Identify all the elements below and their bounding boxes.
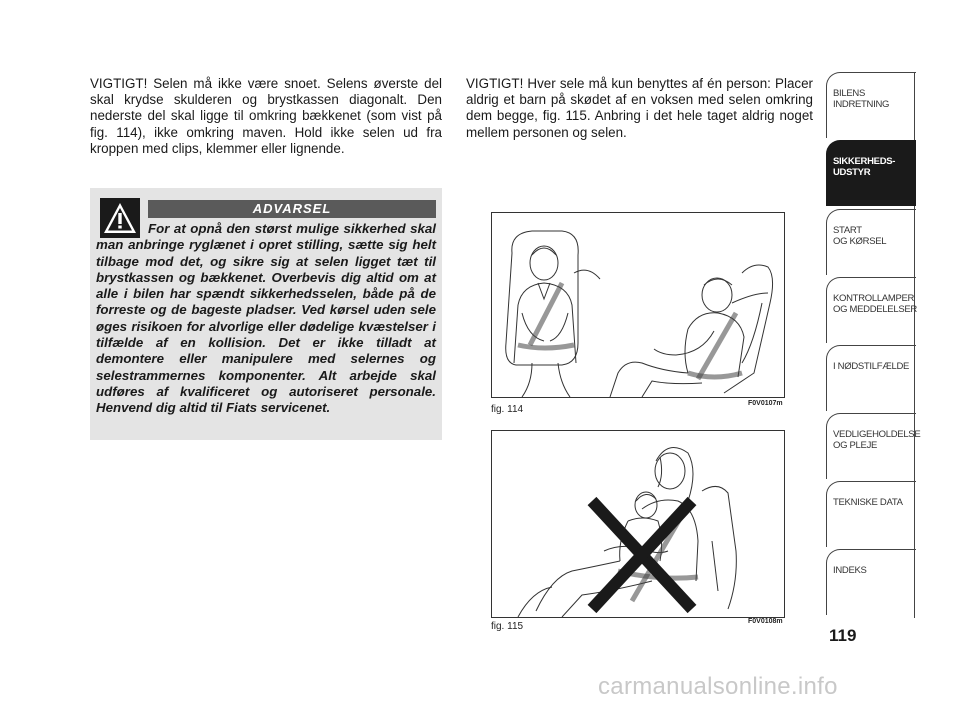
tab-label-line: SIKKERHEDS- xyxy=(833,156,896,167)
tab-label-line: OG PLEJE xyxy=(833,440,878,451)
tab-indeks[interactable] xyxy=(826,549,916,615)
figure-115-illustration xyxy=(491,430,785,618)
figure-114-code: F0V0107m xyxy=(748,400,783,407)
tab-bilens-indretning[interactable] xyxy=(826,72,916,138)
tab-start-og-korsel[interactable] xyxy=(826,209,916,275)
tab-label-line: START xyxy=(833,225,862,236)
figure-114-illustration xyxy=(491,212,785,398)
tab-label-line: OG MEDDELELSER xyxy=(833,304,917,315)
tab-label-line: INDRETNING xyxy=(833,99,890,110)
tab-label-line: VEDLIGEHOLDELSE xyxy=(833,429,921,440)
tab-i-nodstilfaelde[interactable] xyxy=(826,345,916,411)
tab-label-line: INDEKS xyxy=(833,565,867,576)
tab-label-line: OG KØRSEL xyxy=(833,236,887,247)
figure-115-code: F0V0108m xyxy=(748,618,783,625)
warning-box xyxy=(90,188,442,440)
tab-kontrollamper[interactable] xyxy=(826,277,916,343)
tab-tekniske-data[interactable] xyxy=(826,481,916,547)
tab-sikkerhedsudstyr[interactable] xyxy=(826,140,916,206)
tab-label-line: UDSTYR xyxy=(833,167,871,178)
figure-114-label: fig. 114 xyxy=(491,404,524,415)
intro-paragraph-left: VIGTIGT! Selen må ikke være snoet. Selens øverste del skal krydse skulderen og brystkassen diagonalt. Den nederste del skal ligge til omkring bækkenet (som vist på fig. 114), ikke omkring maven. Hold ikke selen ud fra kroppen med clips, klemmer eller lignende. xyxy=(90,76,442,156)
figure-115-label: fig. 115 xyxy=(491,621,524,632)
tab-label-line: KONTROLLAMPER xyxy=(833,293,915,304)
site-watermark: carmanualsonline.info xyxy=(598,673,838,700)
tab-vedligeholdelse[interactable] xyxy=(826,413,921,479)
tab-label-line: BILENS xyxy=(833,88,865,99)
tab-label-line: I NØDSTILFÆLDE xyxy=(833,361,910,372)
warning-header: ADVARSEL xyxy=(148,200,436,218)
intro-paragraph-right: VIGTIGT! Hver sele må kun benyttes af én person: Placer aldrig et barn på skødet af en voksen med selen omkring dem begge, fig. 115. Anbring i det hele taget aldrig noget mellem personen og selen. xyxy=(466,76,813,140)
warning-text: For at opnå den størst mulige sikkerhed skal man anbringe ryglænet i opret stilling, sætte sig helt tilbage mod det, og sikre sig at selen ligget tæt til brystkassen og bækkenet. Overbevis dig altid om at alle i bilen har spændt sikkerhedsselen, både på de forreste og de bageste pladser. Ved kørsel uden sele øges risikoen for alvorlige eller dødelige kvæstelser i tilfælde af en kollision. Det er ikke tilladt at demontere eller manipulere med selernes og selestrammernes komponenter. Alt arbejde skal udføres af kvalificeret og autoriseret personale. Henvend dig altid til Fiats servicenet. xyxy=(96,221,436,416)
page-number: 119 xyxy=(829,626,857,645)
tab-label-line: TEKNISKE DATA xyxy=(833,497,903,508)
